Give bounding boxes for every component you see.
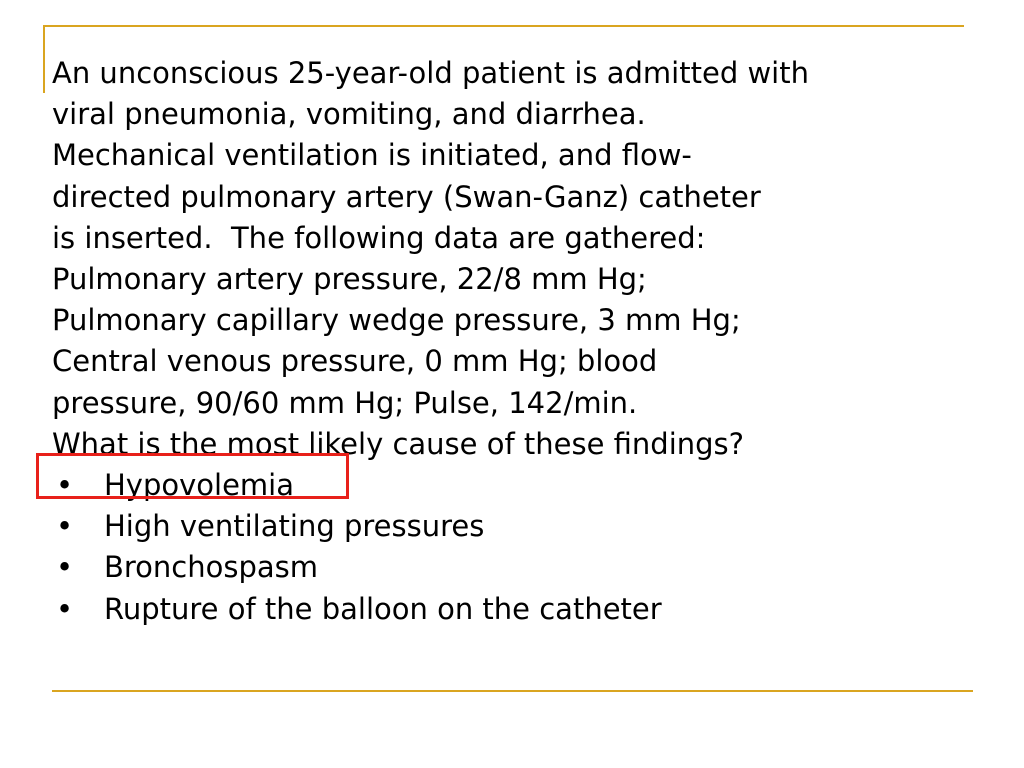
bullet-icon: • — [56, 468, 74, 503]
stem-line: is inserted. The following data are gathered: — [52, 220, 706, 255]
question-prompt: What is the most likely cause of these findings? — [52, 426, 745, 461]
bullet-icon: • — [56, 550, 74, 585]
stem-line: Pulmonary capillary wedge pressure, 3 mm Hg; — [52, 303, 741, 338]
answer-option-balloon-rupture — [52, 589, 972, 630]
stem-line: pressure, 90/60 mm Hg; Pulse, 142/min. — [52, 385, 638, 420]
stem-line: An unconscious 25-year-old patient is admitted with — [52, 56, 809, 90]
question-stem — [52, 53, 972, 424]
accent-line-bottom — [52, 690, 973, 692]
stem-line: Pulmonary artery pressure, 22/8 mm Hg; — [52, 262, 647, 297]
answer-option-label: Bronchospasm — [104, 550, 319, 585]
answer-option-label: Hypovolemia — [104, 468, 295, 503]
answer-option-label: High ventilating pressures — [104, 509, 485, 544]
bullet-icon: • — [56, 591, 74, 626]
answer-option-label: Rupture of the balloon on the catheter — [104, 591, 662, 626]
correct-answer-highlight — [36, 453, 349, 499]
stem-line: Mechanical ventilation is initiated, and flow- — [52, 138, 692, 173]
accent-line-top — [43, 25, 964, 27]
stem-line: Central venous pressure, 0 mm Hg; blood — [52, 344, 658, 379]
stem-line: viral pneumonia, vomiting, and diarrhea. — [52, 97, 646, 132]
answer-option-bronchospasm — [52, 547, 972, 588]
stem-line: directed pulmonary artery (Swan-Ganz) catheter — [52, 179, 761, 214]
bullet-icon: • — [56, 509, 74, 544]
slide-content — [52, 53, 972, 630]
answer-option-high-ventilating-pressures — [52, 506, 972, 547]
accent-line-left — [43, 25, 45, 93]
